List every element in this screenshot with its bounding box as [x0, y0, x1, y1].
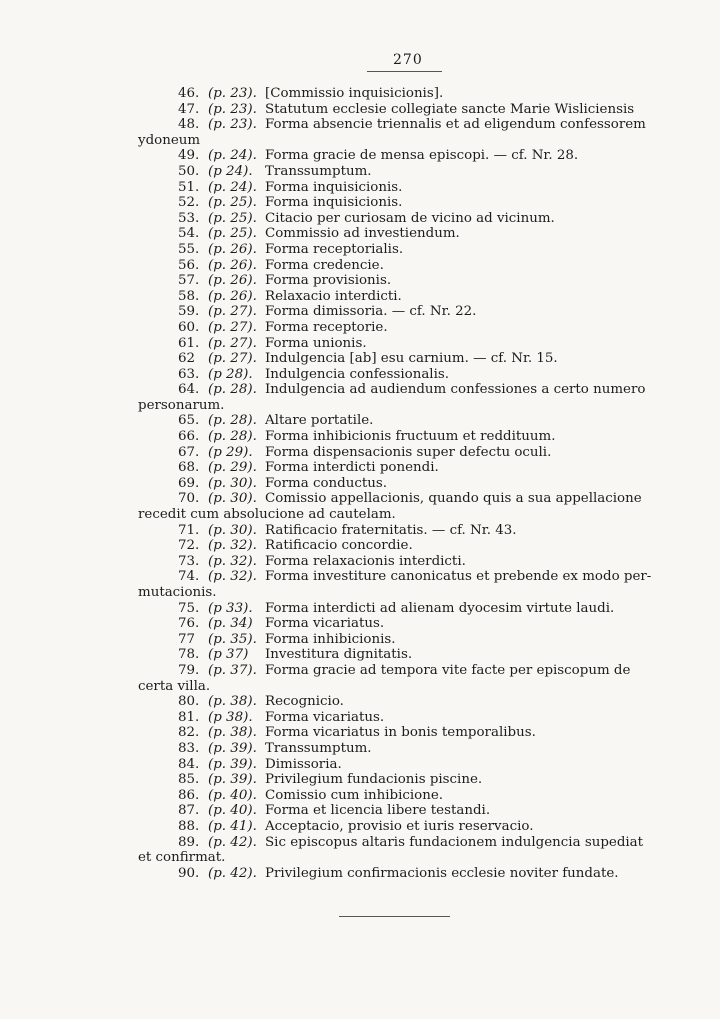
entry-page-reference: (p. 39). [208, 772, 257, 788]
list-item [0, 835, 720, 866]
list-item [0, 382, 720, 413]
entry-title: Forma unionis. [265, 335, 367, 351]
list-item [0, 445, 720, 461]
entry-number: 47. [178, 101, 200, 117]
entry-number: 55. [178, 241, 200, 257]
list-item [0, 601, 720, 617]
entry-number: 71. [178, 522, 200, 538]
entry-number: 77 [178, 631, 196, 647]
list-item [0, 694, 720, 710]
entry-title-continuation: et confirmat. [138, 850, 226, 866]
entry-page-reference: (p 29). [208, 444, 253, 460]
entry-number: 68. [178, 460, 200, 476]
list-item [0, 819, 720, 835]
entry-title: Forma interdicti ad alienam dyocesim virtute laudi. [265, 600, 615, 616]
entry-title: Transsumptum. [265, 740, 372, 756]
entry-number: 62 [178, 351, 196, 367]
list-item [0, 476, 720, 492]
entry-page-reference: (p. 27). [208, 319, 257, 335]
entry-title: Forma vicariatus. [265, 709, 385, 725]
entry-number: 85. [178, 772, 200, 788]
list-item [0, 803, 720, 819]
list-item [0, 429, 720, 445]
list-item [0, 102, 720, 118]
entry-number: 81. [178, 709, 200, 725]
list-item [0, 148, 720, 164]
entry-number: 76. [178, 616, 200, 632]
entry-number: 82. [178, 725, 200, 741]
list-item [0, 336, 720, 352]
entry-title: Privilegium confirmacionis ecclesie noviter fundate. [265, 865, 619, 881]
page-number: 270 [393, 52, 423, 68]
list-item [0, 632, 720, 648]
entry-page-reference: (p. 27). [208, 351, 257, 367]
entry-page-reference: (p. 42). [208, 834, 257, 850]
entry-title: Forma dispensacionis super defectu oculi. [265, 444, 552, 460]
list-item [0, 663, 720, 694]
entry-number: 78. [178, 647, 200, 663]
list-item [0, 413, 720, 429]
entry-number: 49. [178, 148, 200, 164]
list-item [0, 351, 720, 367]
entry-title: Comissio appellacionis, quando quis a sua appellacione [265, 491, 642, 507]
entry-title: Indulgencia confessionalis. [265, 366, 449, 382]
entry-number: 46. [178, 86, 200, 101]
list-item [0, 491, 720, 522]
entry-title: Forma credencie. [265, 257, 384, 273]
entry-title: Forma vicariatus in bonis temporalibus. [265, 725, 536, 741]
entry-title-continuation: recedit cum absolucione ad cautelam. [138, 507, 396, 523]
entry-title: Sic episcopus altaris fundacionem indulgencia supediat [265, 834, 644, 850]
entry-title: Forma relaxacionis interdicti. [265, 553, 466, 569]
entry-number: 90. [178, 865, 200, 881]
list-item [0, 258, 720, 274]
entry-title: Forma inquisicionis. [265, 179, 403, 195]
list-item [0, 725, 720, 741]
entry-page-reference: (p. 23). [208, 86, 257, 101]
entry-title: Forma receptorialis. [265, 241, 404, 257]
entry-page-reference: (p. 41). [208, 818, 257, 834]
entry-number: 86. [178, 787, 200, 803]
entry-title: Indulgencia [ab] esu carnium. — cf. Nr. 15. [265, 351, 558, 367]
entry-page-reference: (p. 26). [208, 257, 257, 273]
entry-title: Indulgencia ad audiendum confessiones a certo numero [265, 382, 646, 398]
entry-title: Transsumptum. [265, 163, 372, 179]
entry-title: Ratificacio concordie. [265, 538, 413, 554]
entry-number: 53. [178, 210, 200, 226]
list-item [0, 772, 720, 788]
entry-title: Acceptacio, provisio et iuris reservacio. [265, 818, 534, 834]
list-item [0, 86, 720, 102]
entry-number: 73. [178, 553, 200, 569]
entry-title-continuation: ydoneum [138, 132, 201, 148]
entry-number: 57. [178, 273, 200, 289]
list-item [0, 195, 720, 211]
entry-number: 80. [178, 694, 200, 710]
entry-number: 59. [178, 304, 200, 320]
entry-number: 67. [178, 444, 200, 460]
list-item [0, 554, 720, 570]
list-item [0, 242, 720, 258]
list-item [0, 757, 720, 773]
entry-page-reference: (p. 35). [208, 631, 257, 647]
entry-title: Comissio cum inhibicione. [265, 787, 444, 803]
entry-page-reference: (p 24). [208, 163, 253, 179]
entry-page-reference: (p. 38). [208, 694, 257, 710]
list-item [0, 616, 720, 632]
entry-number: 64. [178, 382, 200, 398]
entry-page-reference: (p. 32). [208, 538, 257, 554]
entry-title: Investitura dignitatis. [265, 647, 413, 663]
entry-title: Forma interdicti ponendi. [265, 460, 439, 476]
entry-page-reference: (p. 29). [208, 460, 257, 476]
list-item [0, 273, 720, 289]
entry-page-reference: (p. 32). [208, 569, 257, 585]
entry-page-reference: (p. 26). [208, 273, 257, 289]
entry-list [0, 86, 720, 881]
list-item [0, 367, 720, 383]
entry-page-reference: (p. 25). [208, 210, 257, 226]
entry-number: 88. [178, 818, 200, 834]
entry-title: Recognicio. [265, 694, 344, 710]
entry-title: Privilegium fundacionis piscine. [265, 772, 483, 788]
page-number-rule [367, 71, 442, 72]
entry-page-reference: (p 28). [208, 366, 253, 382]
entry-number: 74. [178, 569, 200, 585]
entry-page-reference: (p. 42). [208, 865, 257, 881]
entry-title: Forma inhibicionis. [265, 631, 396, 647]
list-item [0, 320, 720, 336]
entry-page-reference: (p. 38). [208, 725, 257, 741]
list-item [0, 211, 720, 227]
entry-title: Forma vicariatus. [265, 616, 385, 632]
entry-title: Citacio per curiosam de vicino ad vicinum. [265, 210, 555, 226]
entry-page-reference: (p. 28). [208, 429, 257, 445]
entry-page-reference: (p. 37). [208, 662, 257, 678]
list-item [0, 226, 720, 242]
list-item [0, 289, 720, 305]
entry-number: 50. [178, 163, 200, 179]
list-item [0, 117, 720, 148]
entry-title: Forma inhibicionis fructuum et reddituum. [265, 429, 556, 445]
entry-number: 70. [178, 491, 200, 507]
entry-page-reference: (p. 23). [208, 101, 257, 117]
entry-number: 51. [178, 179, 200, 195]
entry-page-reference: (p. 34) [208, 616, 253, 632]
entry-title: Forma conductus. [265, 475, 387, 491]
list-item [0, 164, 720, 180]
entry-page-reference: (p. 26). [208, 241, 257, 257]
entry-page-reference: (p. 24). [208, 148, 257, 164]
list-item [0, 538, 720, 554]
entry-page-reference: (p 37) [208, 647, 249, 663]
entry-title: Commissio ad investiendum. [265, 226, 460, 242]
entry-number: 56. [178, 257, 200, 273]
entry-page-reference: (p 38). [208, 709, 253, 725]
entry-title: Relaxacio interdicti. [265, 288, 402, 304]
entry-title: Ratificacio fraternitatis. — cf. Nr. 43. [265, 522, 517, 538]
entry-page-reference: (p. 25). [208, 226, 257, 242]
list-item [0, 710, 720, 726]
entry-page-reference: (p. 40). [208, 787, 257, 803]
entry-number: 69. [178, 475, 200, 491]
entry-number: 52. [178, 195, 200, 211]
entry-page-reference: (p. 32). [208, 553, 257, 569]
closing-rule [339, 916, 450, 917]
entry-title: [Commissio inquisicionis]. [265, 86, 444, 101]
entry-title: Forma absencie triennalis et ad eligendum confessorem [265, 117, 646, 133]
entry-number: 48. [178, 117, 200, 133]
list-item [0, 460, 720, 476]
entry-title: Forma et licencia libere testandi. [265, 803, 491, 819]
entry-page-reference: (p. 24). [208, 179, 257, 195]
list-item [0, 741, 720, 757]
entry-number: 89. [178, 834, 200, 850]
entry-title: Forma gracie de mensa episcopi. — cf. Nr. 28. [265, 148, 579, 164]
entry-title: Forma investiture canonicatus et prebende ex modo per- [265, 569, 652, 585]
entry-number: 61. [178, 335, 200, 351]
entry-title: Statutum ecclesie collegiate sancte Marie Wisliciensis [265, 101, 635, 117]
entry-page-reference: (p. 27). [208, 304, 257, 320]
entry-number: 87. [178, 803, 200, 819]
list-item [0, 569, 720, 600]
entry-title: Altare portatile. [265, 413, 374, 429]
entry-page-reference: (p. 30). [208, 475, 257, 491]
entry-page-reference: (p. 27). [208, 335, 257, 351]
list-item [0, 788, 720, 804]
list-item [0, 647, 720, 663]
entry-number: 65. [178, 413, 200, 429]
entry-page-reference: (p. 30). [208, 522, 257, 538]
entry-page-reference: (p. 40). [208, 803, 257, 819]
entry-title-continuation: personarum. [138, 397, 225, 413]
entry-number: 58. [178, 288, 200, 304]
list-item [0, 304, 720, 320]
entry-page-reference: (p. 39). [208, 756, 257, 772]
entry-title: Forma dimissoria. — cf. Nr. 22. [265, 304, 477, 320]
list-item [0, 180, 720, 196]
entry-page-reference: (p. 23). [208, 117, 257, 133]
entry-page-reference: (p. 28). [208, 382, 257, 398]
entry-title-continuation: certa villa. [138, 678, 211, 694]
entry-number: 66. [178, 429, 200, 445]
entry-number: 72. [178, 538, 200, 554]
entry-title: Dimissoria. [265, 756, 342, 772]
entry-title: Forma inquisicionis. [265, 195, 403, 211]
entry-page-reference: (p. 26). [208, 288, 257, 304]
entry-number: 63. [178, 366, 200, 382]
entry-number: 54. [178, 226, 200, 242]
entry-number: 84. [178, 756, 200, 772]
entry-page-reference: (p. 39). [208, 740, 257, 756]
entry-title-continuation: mutacionis. [138, 585, 217, 600]
entry-page-reference: (p. 30). [208, 491, 257, 507]
list-item [0, 866, 720, 882]
entry-number: 75. [178, 600, 200, 616]
entry-page-reference: (p. 28). [208, 413, 257, 429]
entry-title: Forma receptorie. [265, 319, 388, 335]
entry-number: 83. [178, 740, 200, 756]
entry-title: Forma provisionis. [265, 273, 392, 289]
entry-page-reference: (p 33). [208, 600, 253, 616]
entry-number: 60. [178, 319, 200, 335]
entry-page-reference: (p. 25). [208, 195, 257, 211]
list-item [0, 523, 720, 539]
entry-title: Forma gracie ad tempora vite facte per episcopum de [265, 662, 631, 678]
entry-number: 79. [178, 662, 200, 678]
